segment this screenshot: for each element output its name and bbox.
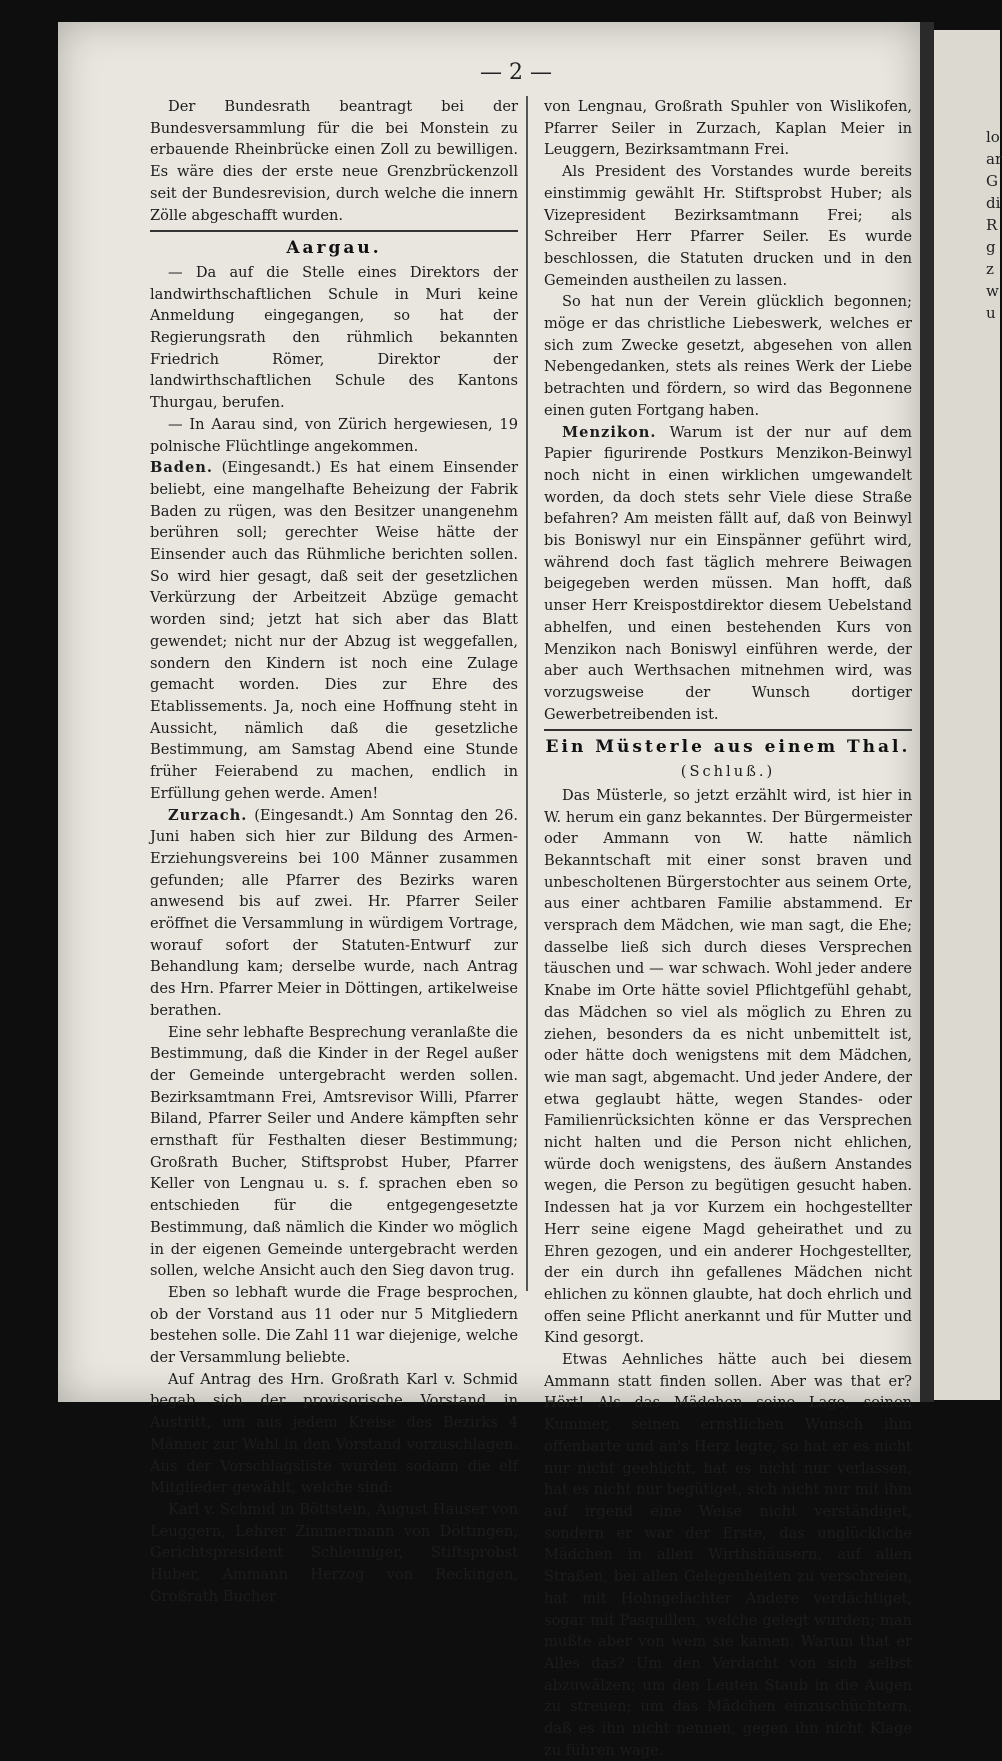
page-number: — 2 — bbox=[480, 60, 552, 85]
paragraph-menzikon bbox=[544, 422, 912, 726]
adjacent-page-fragment: ar bbox=[986, 150, 1002, 168]
paragraph-antrag: Auf Antrag des Hrn. Großrath Karl v. Schmid begab sich der provisorische Vorstand in Austritt, um aus jedem Kreise des Bezirks 4 Männer zur Wahl in den Vorstand vorzuschlagen. Aus der Vorschlagsliste wurden sodann die elf Mitglieder gewählt, welche sind: bbox=[150, 1370, 518, 1497]
paragraph-members-cont: von Lengnau, Großrath Spuhler von Wislikofen, Pfarrer Seiler in Zurzach, Kaplan Meier in Leuggern, Bezirksamtmann Frei. bbox=[544, 98, 912, 159]
paragraph-zurzach bbox=[150, 805, 518, 1022]
adjacent-page-fragment: g bbox=[986, 238, 996, 256]
story-paragraph-1: Das Müsterle, so jetzt erzählt wird, ist hier in W. herum ein ganz bekanntes. Der Bürgermeister oder Ammann von W. hatte nämlich Bekanntschaft mit einer sonst braven und unbescholtenen Bürgerstochter aus seinem Orte, aus einer achtbaren Familie abstammend. Er versprach dem Mädchen, wie man sagt, die Ehe; dasselbe ließ sich durch dieses Versprechen täuschen und — war schwach. Wohl jeder andere Knabe im Orte hätte soviel Pflichtgefühl gehabt, das Mädchen so viel als möglich zu Ehren zu ziehen, besonders da es nicht unbemittelt ist, oder hätte doch wenigstens mit dem Mädchen, wie man sagt, abgemacht. Und jeder Andere, der etwa geglaubt hätte, wegen Standes- oder Familienrücksichten könne er das Versprechen nicht halten und die Person nicht ehlichen, würde doch wenigstens, des äußern Anstandes wegen, die Person zu begütigen gesucht haben. Indessen hat ja vor Kurzem ein hochgestellter Herr seine eigene Magd geheirathet und zu Ehren gezogen, und ein anderer Hochgestellter, der ein durch ihn gefallenes Mädchen nicht ehlichen zu können glaubte, hat doch ehrlich und offen seine Pflicht anerkannt und für Mutter und Kind gesorgt. bbox=[544, 786, 912, 1347]
keyword-baden: Baden. bbox=[150, 459, 213, 477]
paragraph-muri: — Da auf die Stelle eines Direktors der landwirthschaftlichen Schule in Muri keine Anmeldung eingegangen, so hat der Regierungsrath den rühmlich bekannten Friedrich Römer, Direktor der landwirthschaftlichen Schule des Kantons Thurgau, berufen. bbox=[150, 263, 518, 412]
adjacent-page-fragment: lo bbox=[986, 128, 1000, 146]
adjacent-page-fragment: di bbox=[986, 194, 1001, 212]
adjacent-page-fragment: G bbox=[986, 172, 998, 190]
story-paragraph-2: Etwas Aehnliches hätte auch bei diesem Ammann statt finden sollen. Aber was that er? Hört! Als das Mädchen seine Lage, seinen Kummer, seinen ernstlichen Wunsch ihm offenbarte und an's Herz legte, so hat er es nicht nur nicht geehlicht, hat es nicht nur verlassen, hat es nicht nur begütiget, sich nicht nur mit ihm auf irgend eine Weise nicht verständiget, sondern er war der Erste, das unglückliche Mädchen in allen Wirthshäusern, auf allen Straßen, bei allen Gelegenheiten zu verschreien, hat mit Hohngelächter Andere verdächtiget, sogar mit Pasquillen, welche gelegt wurden; man mußte aber von wem sie kamen. Warum that er Alles das? Um den Verdacht von sich selbst abzuwälzen; um den Leuten Staub in die Augen zu streuen; um das Mädchen einzuschüchtern, daß es ihn nicht nennen, gegen ihn nicht Klage zu führen wage. bbox=[544, 1351, 912, 1759]
keyword-zurzach: Zurzach. bbox=[168, 806, 248, 824]
paragraph-besprechung: Eine sehr lebhafte Besprechung veranlaßte die Bestimmung, daß die Kinder in der Regel außer der Gemeinde untergebracht werden sollen. Bezirksamtmann Frei, Amtsrevisor Willi, Pfarrer Biland, Pfarrer Seiler und Andere kämpften sehr ernsthaft für Festhalten dieser Bestimmung; Großrath Bucher, Stiftsprobst Huber, Pfarrer Keller von Lengnau u. s. f. sprachen eben so entschieden für die entgegengesetzte Bestimmung, daß nämlich die Kinder wo möglich in der eigenen Gemeinde untergebracht werden sollen, welche Ansicht auch den Sieg davon trug. bbox=[150, 1023, 518, 1280]
story-subtitle: (Schluß.) bbox=[680, 763, 776, 781]
adjacent-page-fragment: w bbox=[986, 282, 999, 300]
adjacent-page-edge bbox=[934, 30, 1000, 1400]
paragraph-president: Als President des Vorstandes wurde bereits einstimmig gewählt Hr. Stiftsprobst Huber; als Vizepresident Bezirksamtmann Frei; als Schreiber Herr Pfarrer Seiler. Es wurde beschlossen, die Statuten drucken und in den Gemeinden austheilen zu lassen. bbox=[544, 163, 912, 289]
story-title: Ein Müsterle aus einem Thal. bbox=[545, 737, 911, 758]
right-column bbox=[544, 96, 912, 1761]
menzikon-text: Warum ist der nur auf dem Papier figurirende Postkurs Menzikon-Beinwyl noch nicht in einen wirklichen umgewandelt worden, da doch stets sehr Viele diese Straße befahren? Am meisten fällt auf, daß von Beinwyl bis Boniswyl nur ein Einspänner geführt wird, während doch fast täglich mehrere Beiwagen beigegeben werden müssen. Man hofft, daß unser Herr Kreispostdirektor diesem Uebelstand abhelfen, und einen bestehenden Kurs von Menzikon nach Boniswyl einführen werde, der aber auch Werthsachen mitnehmen wird, was vorzugsweise der Wunsch dortiger Gewerbetreibenden ist. bbox=[544, 423, 912, 723]
intro-paragraph: Der Bundesrath beantragt bei der Bundesversammlung für die bei Monstein zu erbauende Rheinbrücke einen Zoll zu bewilligen. Es wäre dies der erste neue Grenzbrückenzoll seit der Bundesrevision, durch welche die innern Zölle abgeschafft wurden. bbox=[150, 98, 518, 224]
adjacent-page-fragment: z bbox=[986, 260, 994, 278]
left-column bbox=[150, 96, 518, 1608]
column-divider bbox=[526, 96, 528, 1291]
paragraph-aarau: — In Aarau sind, von Zürich hergewiesen, 19 polnische Flüchtlinge angekommen. bbox=[150, 415, 518, 455]
baden-text: (Eingesandt.) Es hat einem Einsender beliebt, eine mangelhafte Beheizung der Fabrik Baden zu rügen, was den Besitzer unangenehm berühren soll; gerechter Weise hätte der Einsender auch das Rühmliche berichten sollen. So wird hier gesagt, daß seit der gesetzlichen Verkürzung der Arbeitzeit Abzüge gemacht worden sind; jetzt hat sich aber das Blatt gewendet; nicht nur der Abzug ist weggefallen, sondern den Kindern ist noch eine Zulage gemacht worden. Dies zur Ehre des Etablissements. Ja, noch eine Hoffnung steht in Aussicht, nämlich daß die gesetzliche Bestimmung, am Samstag Abend eine Stunde früher Feierabend zu machen, endlich in Erfüllung gehen werde. Amen! bbox=[150, 459, 518, 802]
keyword-menzikon: Menzikon. bbox=[562, 423, 657, 441]
adjacent-page-fragment: u bbox=[986, 304, 996, 322]
zurzach-text: (Eingesandt.) Am Sonntag den 26. Juni haben sich hier zur Bildung des Armen-Erziehungsvereins bei 100 Männer zusammen gefunden; alle Pfarrer des Bezirks waren anwesend bis auf zwei. Hr. Pfarrer Seiler eröffnet die Versammlung in würdigem Vortrage, worauf sofort der Statuten-Entwurf zur Behandlung kam; derselbe wurde, nach Antrag des Hrn. Pfarrer Meier in Döttingen, artikelweise berathen. bbox=[150, 806, 518, 1019]
paragraph-vorstand: Eben so lebhaft wurde die Frage besprochen, ob der Vorstand aus 11 oder nur 5 Mitgliedern bestehen solle. Die Zahl 11 war diejenige, welche der Versammlung beliebte. bbox=[150, 1283, 518, 1367]
page-gutter-shadow bbox=[920, 22, 934, 1402]
paragraph-verein: So hat nun der Verein glücklich begonnen; möge er das christliche Liebeswerk, welches er sich zum Zwecke gesetzt, abgesehen von allen Nebengedanken, stets als reines Werk der Liebe betrachten und fördern, so wird das Begonnene einen guten Fortgang haben. bbox=[544, 293, 912, 419]
section-rule bbox=[150, 230, 518, 232]
paragraph-baden bbox=[150, 457, 518, 804]
story-rule bbox=[544, 729, 912, 731]
paragraph-members: Karl v. Schmid in Böttstein, August Hauser von Leuggern, Lehrer Zimmermann von Döttingen, Gerichtspresident Schleuniger, Stiftsprobst Huber, Ammann Herzog von Reckingen, Großrath Bucher bbox=[150, 1501, 518, 1605]
section-title-aargau: Aargau. bbox=[286, 238, 382, 259]
adjacent-page-fragment: R bbox=[986, 216, 998, 234]
